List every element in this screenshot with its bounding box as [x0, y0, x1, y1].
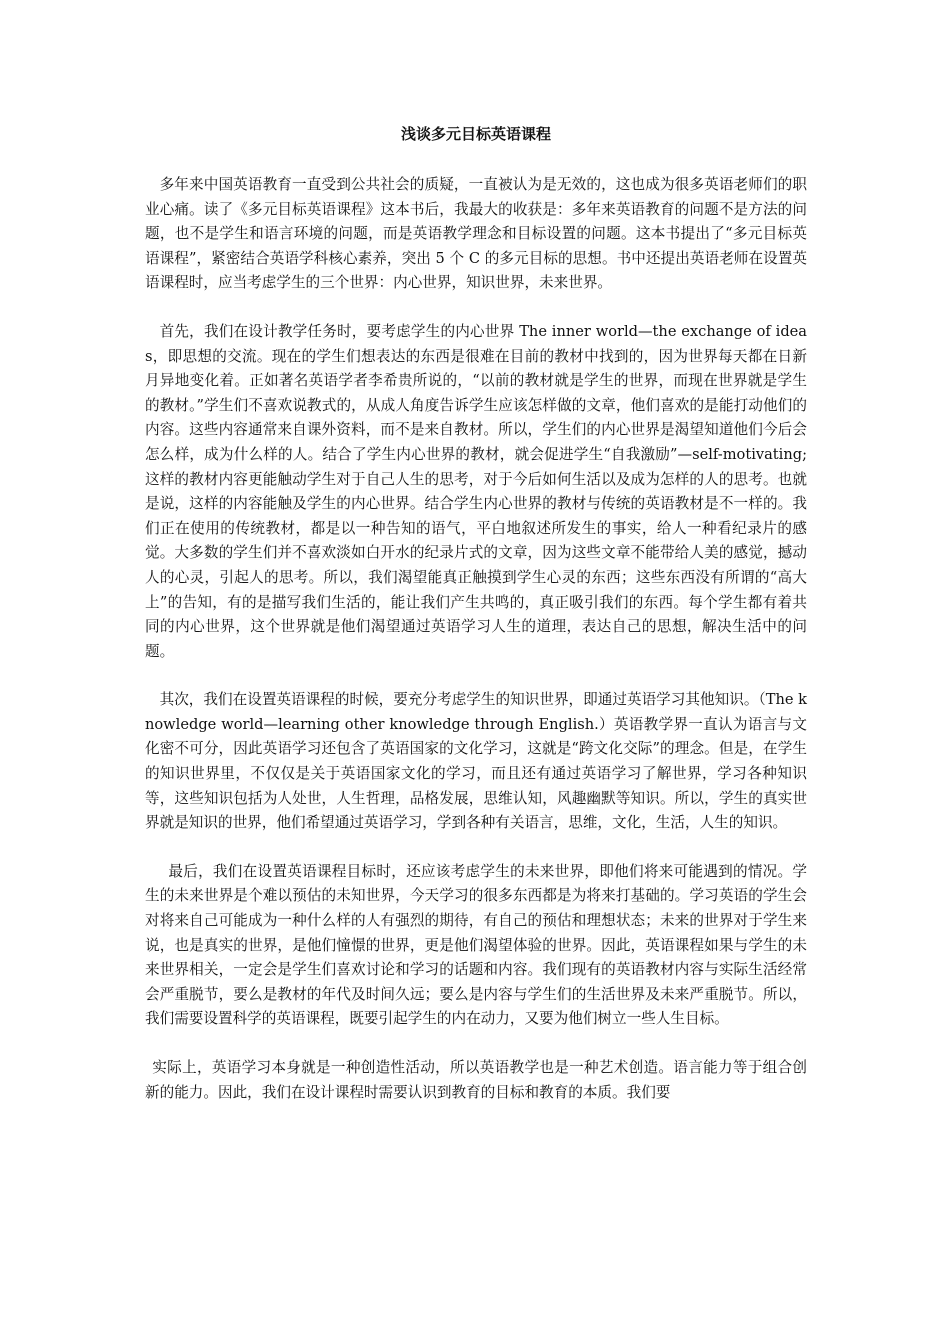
paragraph-future-world: 最后，我们在设置英语课程目标时，还应该考虑学生的未来世界，即他们将来可能遇到的情况。学生的未来世界是个难以预估的未知世界，今天学习的很多东西都是为将来打基础的。学习英语的学生会对将来自己可能成为一种什么样的人有强烈的期待，有自己的预估和理想状态；未来的世界对于学生来说，也是真实的世界，是他们憧憬的世界，更是他们渴望体验的世界。因此，英语课程如果与学生的未来世界相关，一定会是学生们喜欢讨论和学习的话题和内容。我们现有的英语教材内容与实际生活经常会严重脱节，要么是教材的年代及时间久远；要么是内容与学生们的生活世界及未来严重脱节。所以，我们需要设置科学的英语课程，既要引起学生的内在动力，又要为他们树立一些人生目标。: [145, 862, 807, 1028]
paragraph-knowledge-world: 其次，我们在设置英语课程的时候，要充分考虑学生的知识世界，即通过英语学习其他知识。（The knowledge world—learning other knowledge through English.）英语教学界一直认为语言与文化密不可分，因此英语学习还包含了英语国家的文化学习，这就是“跨文化交际”的理念。但是，在学生的知识世界里，不仅仅是关于英语国家文化的学习，而且还有通过英语学习了解世界，学习各种知识等，这些知识包括为人处世，人生哲理，品格发展，思维认知，风趣幽默等知识。所以，学生的真实世界就是知识的世界，他们希望通过英语学习，学到各种有关语言，思维，文化，生活，人生的知识。: [145, 691, 807, 832]
paragraph-inner-world: 首先，我们在设计教学任务时，要考虑学生的内心世界 The inner world—the exchange of ideas，即思想的交流。现在的学生们想表达的东西是很难在目前的教材中找到的，因为世界每天都在日新月异地变化着。正如著名英语学者李希贵所说的，“以前的教材就是学生的世界，而现在世界就是学生的教材。”学生们不喜欢说教式的，从成人角度告诉学生应该怎样做的文章，他们喜欢的是能打动他们的内容。这些内容通常来自课外资料，而不是来自教材。所以，学生们的内心世界是渴望知道他们今后会怎么样，成为什么样的人。结合了学生内心世界的教材，就会促进学生“自我激励”—self-motivating;这样的教材内容更能触动学生对于自己人生的思考，对于今后如何生活以及成为怎样的人的思考。也就是说，这样的内容能触及学生的内心世界。结合学生内心世界的教材与传统的英语教材是不一样的。我们正在使用的传统教材，都是以一种告知的语气，平白地叙述所发生的事实，给人一种看纪录片的感觉。大多数的学生们并不喜欢淡如白开水的纪录片式的文章，因为这些文章不能带给人美的感觉，撼动人的心灵，引起人的思考。所以，我们渴望能真正触摸到学生心灵的东西；这些东西没有所谓的“高大上”的告知，有的是描写我们生活的，能让我们产生共鸣的，真正吸引我们的东西。每个学生都有着共同的内心世界，这个世界就是他们渴望通过英语学习人生的道理，表达自己的思想，解决生活中的问题。: [145, 322, 807, 660]
document-title: 浅谈多元目标英语课程: [400, 125, 551, 143]
document-body: [145, 122, 807, 1129]
paragraph-intro: 多年来中国英语教育一直受到公共社会的质疑，一直被认为是无效的，这也成为很多英语老师们的职业心痛。读了《多元目标英语课程》这本书后，我最大的收获是：多年来英语教育的问题不是方法的问题，也不是学生和语言环境的问题，而是英语教学理念和目标设置的问题。这本书提出了“多元目标英语课程”，紧密结合英语学科核心素养，突出 5 个 C 的多元目标的思想。书中还提出英语老师在设置英语课程时，应当考虑学生的三个世界：内心世界，知识世界，未来世界。: [145, 176, 807, 292]
paragraph-conclusion: 实际上，英语学习本身就是一种创造性活动，所以英语教学也是一种艺术创造。语言能力等于组合创新的能力。因此，我们在设计课程时需要认识到教育的目标和教育的本质。我们要: [145, 1059, 807, 1101]
